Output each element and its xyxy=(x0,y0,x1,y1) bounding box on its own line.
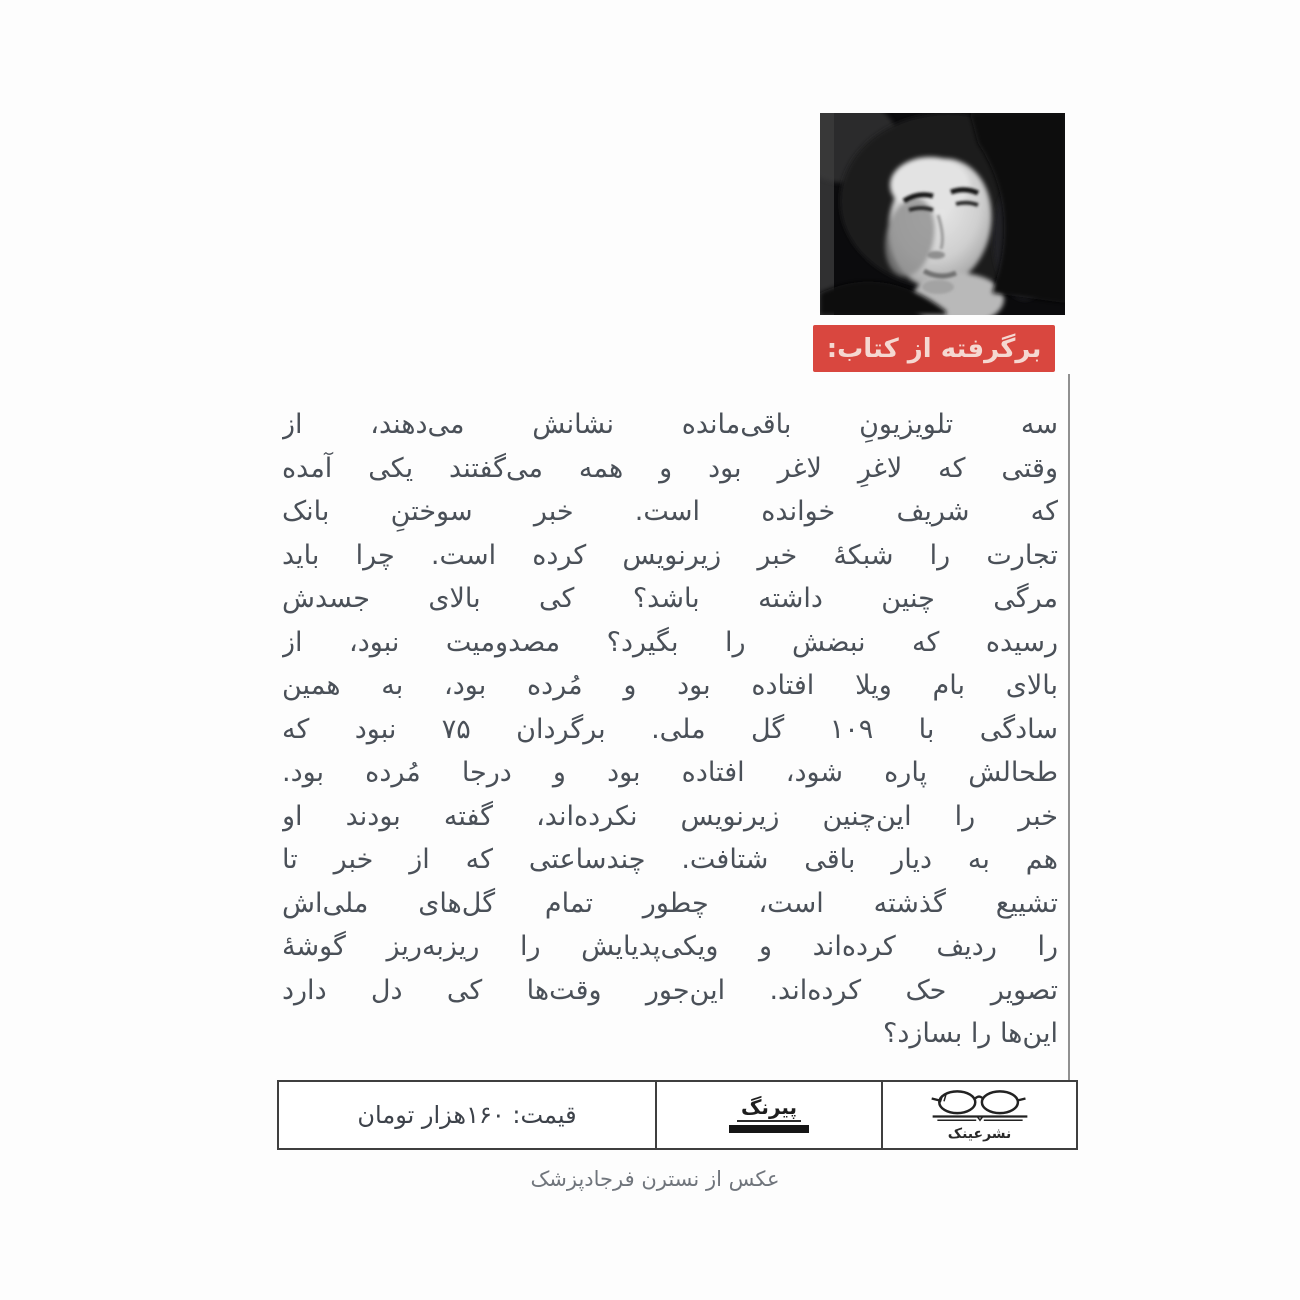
publisher-cell xyxy=(883,1082,1076,1148)
excerpt-line: سه تلویزیونِ باقی‌مانده نشانش می‌دهند، از xyxy=(282,409,1058,440)
imprint-logo-bar xyxy=(729,1125,809,1133)
excerpt-line: وقتی که لاغرِ لاغر بود و همه می‌گفتند یکی آمده xyxy=(282,452,1058,484)
excerpt-line: سادگی با ۱۰۹ گل ملی. برگردان ۷۵ نبود که xyxy=(282,713,1058,745)
footer-bar xyxy=(277,1080,1078,1150)
publisher-name: نشرعینک xyxy=(947,1125,1012,1142)
excerpt-line: تصویر حک کرده‌اند. این‌جور وقت‌ها کی دل دارد xyxy=(282,974,1058,1006)
price-cell xyxy=(279,1082,655,1148)
imprint-logo: پیرنگ xyxy=(740,1095,798,1119)
excerpt-line: این‌ها را بسازد؟ xyxy=(883,1018,1058,1049)
scan-edge-line xyxy=(1068,374,1070,1080)
excerpt-line: بالای بام ویلا افتاده بود و مُرده بود، به همین xyxy=(282,670,1058,701)
excerpt-line: طحالش پاره شود، افتاده بود و درجا مُرده بود. xyxy=(282,757,1058,788)
woman-portrait-photo-icon xyxy=(820,113,1065,315)
excerpt-line: تجارت را شبکهٔ خبر زیرنویس کرده است. چرا باید xyxy=(282,539,1058,571)
excerpt-line: که شریف خوانده است. خبر سوختنِ بانک xyxy=(282,496,1058,527)
excerpt-line: خبر را این‌چنین زیرنویس نکرده‌اند، گفته بودند او xyxy=(282,800,1058,832)
imprint-cell xyxy=(655,1082,883,1148)
price-label: قیمت: ۱۶۰هزار تومان xyxy=(357,1101,577,1129)
photo-credit: عکس از نسترن فرجادپزشک xyxy=(530,1167,780,1191)
excerpt-line: تشییع گذشته است، چطور تمام گل‌های ملی‌اش xyxy=(282,887,1058,919)
author-photo xyxy=(820,113,1065,315)
excerpt-badge xyxy=(813,325,1055,372)
imprint-logo-line xyxy=(737,1120,801,1122)
excerpt-line: را ردیف کرده‌اند و ویکی‌پدیایش را ریزبه‌ریز گوشهٔ xyxy=(282,931,1058,962)
excerpt-line: مرگی چنین داشته باشد؟ کی بالای جسدش xyxy=(282,583,1058,614)
excerpt-line: رسیده که نبضش را بگیرد؟ مصدومیت نبود، از xyxy=(282,626,1058,658)
excerpt-badge-label: برگرفته از کتاب: xyxy=(826,333,1042,364)
excerpt-line: هم به دیار باقی شتافت. چندساعتی که از خبر تا xyxy=(282,844,1058,875)
excerpt-text-block xyxy=(282,403,1058,1056)
eyeglasses-book-icon xyxy=(921,1089,1039,1125)
